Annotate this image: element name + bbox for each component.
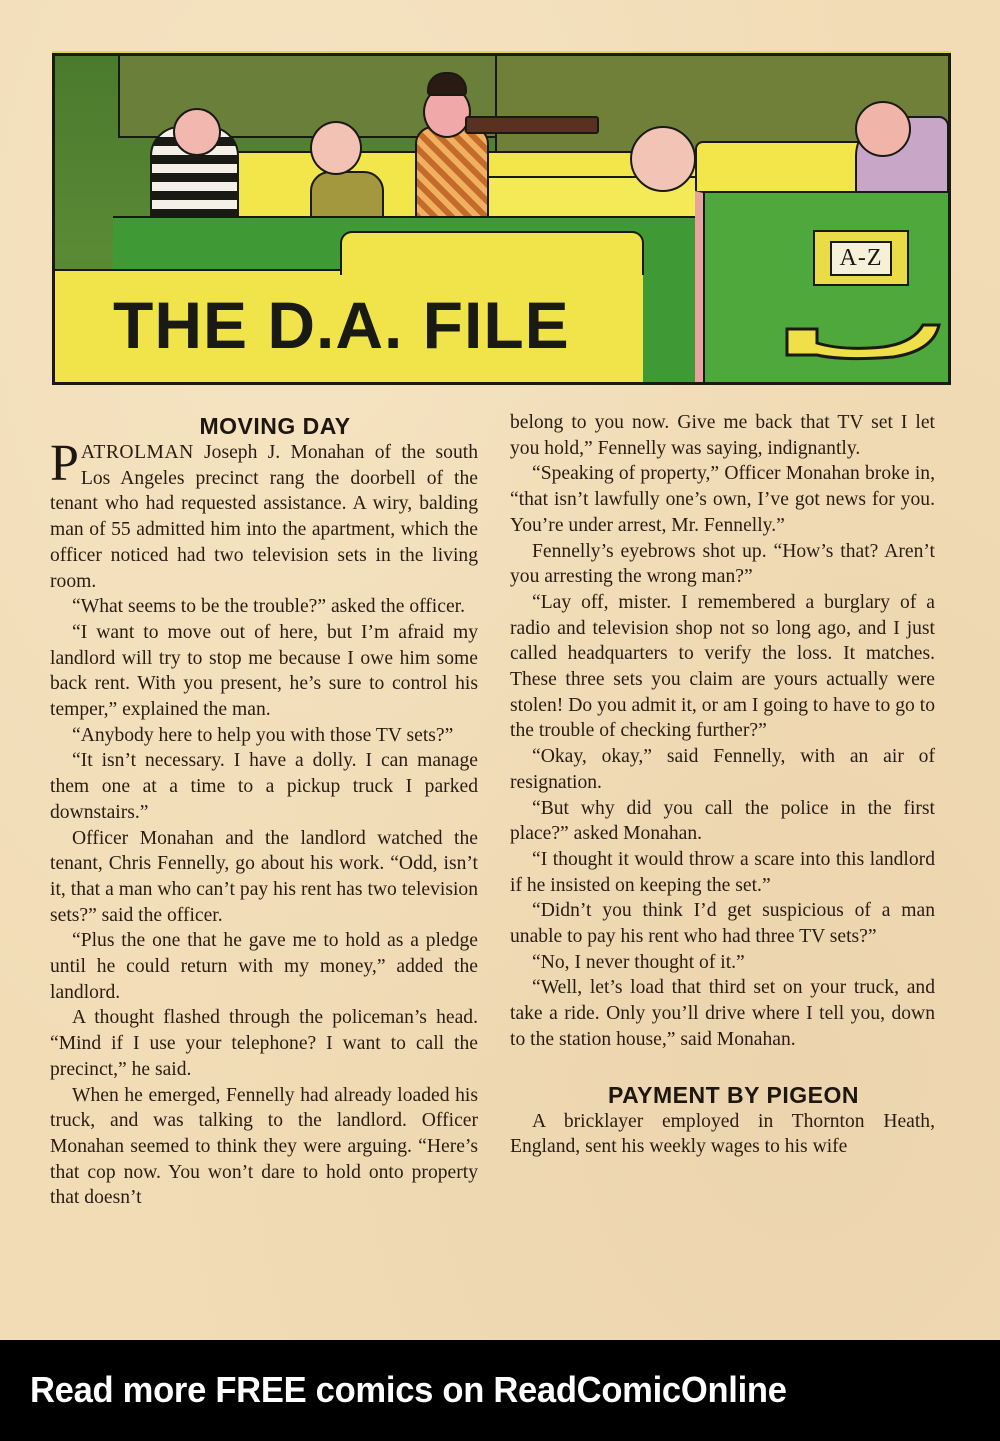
title-folder-tab xyxy=(55,269,643,384)
paragraph: “Okay, okay,” said Fennelly, with an air of resignation. xyxy=(510,746,935,793)
drawer-handle-icon xyxy=(783,321,943,361)
page-title: THE D.A. FILE xyxy=(113,288,570,362)
thug-head-icon xyxy=(855,101,911,157)
paragraph: “Well, let’s load that third set on your truck, and take a ride. Only you’ll drive where I tell you, down to the station house,” said Monahan. xyxy=(510,977,935,1050)
paragraph-continued: belong to you now. Give me back that TV set I let you hold,” Fennelly was saying, indignantly. xyxy=(510,412,935,459)
article-column-left xyxy=(50,410,478,1211)
promo-banner-text[interactable]: Read more FREE comics on ReadComicOnline xyxy=(30,1369,787,1410)
file-drawer-az xyxy=(695,191,951,385)
paragraph-text: Joseph J. Monahan of the south Los Angeles precinct rang the doorbell of the tenant who had requested assistance. A wiry, balding man of 55 admitted him into the apartment, which the officer noticed had two television sets in the living room. xyxy=(50,442,478,592)
article-headline: PAYMENT BY PIGEON xyxy=(608,1081,859,1108)
bowler-hat-icon xyxy=(427,72,467,96)
paragraph: “Anybody here to help you with those TV sets?” xyxy=(72,724,454,746)
drop-cap: P xyxy=(50,435,79,492)
paragraph: “Didn’t you think I’d get suspicious of a man unable to pay his rent who had three TV sets?” xyxy=(510,900,935,948)
lead-caps: ATROLMAN xyxy=(80,442,194,463)
man-head-icon xyxy=(310,121,362,175)
promo-banner[interactable] xyxy=(0,1340,1000,1441)
paragraph: “It isn’t necessary. I have a dolly. I can manage them one at a time to a pickup truck I parked downstairs.” xyxy=(50,750,478,823)
paragraph: A bricklayer employed in Thornton Heath, England, sent his weekly wages to his wife xyxy=(510,1110,935,1158)
paragraph: “I thought it would throw a scare into this landlord if he insisted on keeping the set.” xyxy=(510,848,935,896)
convict-head-icon xyxy=(173,108,221,156)
paragraph: “No, I never thought of it.” xyxy=(532,951,745,973)
drawer-label xyxy=(813,230,909,286)
title-panel-illustration xyxy=(52,53,951,385)
paragraph: When he emerged, Fennelly had already loaded his truck, and was talking to the landlord. Officer Monahan seemed to think they were arguing. “Here’s that cop now. You won’t dare to hold onto property that doesn’t xyxy=(50,1084,478,1209)
paragraph: “Lay off, mister. I remembered a burglary of a radio and television shop not so long ago, and I just called headquarters to verify the loss. It matches. These three sets you claim are yours actually were stolen! Do you admit it, or am I going to have to go to the trouble of checking further?” xyxy=(510,591,935,742)
paragraph: Fennelly’s eyebrows shot up. “How’s that? Aren’t you arresting the wrong man?” xyxy=(510,540,935,588)
article-headline: MOVING DAY xyxy=(199,413,351,439)
paragraph: “Plus the one that he gave me to hold as a pledge until he could return with my money,” added the landlord. xyxy=(50,930,478,1003)
man-in-folders-figure xyxy=(630,126,696,192)
drawer-label-text: A-Z xyxy=(830,241,893,276)
tommy-gun-icon xyxy=(465,116,599,134)
paragraph: “But why did you call the police in the first place?” asked Monahan. xyxy=(510,797,935,845)
paragraph: “I want to move out of here, but I’m afraid my landlord will try to stop me because I owe him some back rent. With you present, he’s sure to control his temper,” explained the man. xyxy=(50,621,478,721)
paragraph: Officer Monahan and the landlord watched the tenant, Chris Fennelly, go about his work. “Odd, isn’t it, that a man who can’t pay his rent has two television sets?” said the officer. xyxy=(50,827,478,926)
paragraph: A thought flashed through the policeman’s head. “Mind if I use your telephone? I want to call the precinct,” he said. xyxy=(50,1007,478,1080)
paragraph: “Speaking of property,” Officer Monahan broke in, “that isn’t lawfully one’s own, I’ve got news for you. You’re under arrest, Mr. Fennelly.” xyxy=(510,463,935,536)
article-column-right xyxy=(510,410,935,1160)
article-lead-paragraph xyxy=(50,435,478,594)
paragraph: “What seems to be the trouble?” asked the officer. xyxy=(72,596,465,618)
